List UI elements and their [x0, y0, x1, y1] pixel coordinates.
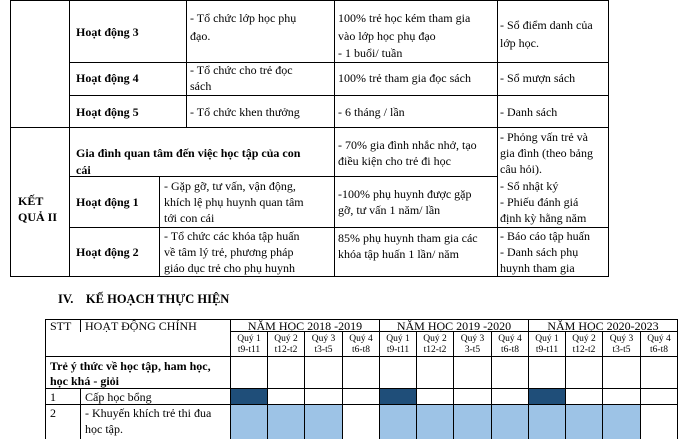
- result-label: KẾT: [18, 194, 44, 208]
- quarter-months: 3-t5: [464, 345, 481, 355]
- plan-cell-filled: [231, 389, 267, 405]
- quarter-months: t9-t11: [535, 345, 559, 355]
- plan-cell-filled: [268, 405, 304, 439]
- plan-cell-filled: [380, 405, 416, 439]
- activity-content: về tâm lý trẻ, phương pháp: [164, 245, 294, 259]
- activity-content: sách: [190, 79, 212, 93]
- result-label: QUẢ II: [18, 210, 58, 224]
- quarter-months: t12-t2: [274, 345, 298, 355]
- activity-content: - Tổ chức lớp học phụ: [190, 11, 297, 25]
- quarter-label: Quý 4: [349, 334, 373, 344]
- result-evidence: - Phỏng vấn trẻ và: [500, 130, 588, 144]
- row-stt: 2: [50, 406, 56, 420]
- column-header-stt: STT: [50, 319, 72, 333]
- plan-cell-filled: [417, 405, 453, 439]
- quarter-label: Quý 2: [572, 334, 596, 344]
- quarter-months: t3-t5: [612, 345, 631, 355]
- activity-target: gỡ, tư vấn 1 năm/ lần: [338, 203, 441, 217]
- activity-content: tới con cái: [164, 211, 215, 225]
- activity-name: Hoạt động 3: [76, 25, 139, 39]
- plan-cell-filled: [603, 405, 640, 439]
- activity-target: - 1 buổi/ tuần: [338, 46, 403, 60]
- group-title: học khá - giỏi: [50, 374, 120, 388]
- quarter-months: t6-t8: [650, 345, 668, 355]
- quarter-label: Quý 1: [237, 334, 261, 344]
- quarter-label: Quý 1: [386, 334, 410, 344]
- result-evidence: câu hỏi).: [500, 162, 542, 176]
- activity-content: khích lệ phụ huynh quan tâm: [164, 195, 304, 209]
- result-target: - 70% gia đình nhắc nhở, tạo: [338, 138, 477, 152]
- activity-name: Hoạt động 4: [76, 71, 139, 85]
- column-header-activity: HOẠT ĐỘNG CHÍNH: [85, 319, 197, 333]
- result-title: Gia đình quan tâm đến việc học tập của con: [76, 146, 301, 160]
- plan-cell-filled: [380, 389, 416, 405]
- quarter-label: Quý 3: [311, 334, 336, 344]
- activity-target: 100% trẻ tham gia đọc sách: [338, 71, 471, 85]
- year-header: NĂM HỌC 2019 -2020: [396, 319, 512, 333]
- activity-target: -100% phụ huynh được gặp: [338, 187, 472, 201]
- activity-evidence: - Sổ nhật ký: [500, 179, 559, 193]
- quarter-label: Quý 3: [609, 334, 634, 344]
- quarter-months: t9-t11: [386, 345, 410, 355]
- activity-target: 100% trẻ học kém tham gia: [338, 11, 471, 25]
- activity-name: Hoạt động 2: [76, 245, 139, 259]
- activity-content: đạo.: [190, 29, 211, 43]
- activity-target: khóa tập huấn 1 lần/ năm: [338, 247, 459, 261]
- activity-evidence: - Phiếu đánh giá: [500, 195, 579, 209]
- row-activity: Cấp học bổng: [85, 390, 152, 404]
- quarter-label: Quý 1: [535, 334, 559, 344]
- row-stt: 1: [50, 390, 56, 404]
- quarter-months: t9-t11: [237, 345, 261, 355]
- year-header: NĂM HỌC 2018 -2019: [247, 319, 363, 333]
- quarter-label: Quý 4: [647, 334, 671, 344]
- activity-target: 85% phụ huynh tham gia các: [338, 231, 478, 245]
- quarter-months: t6-t8: [501, 345, 519, 355]
- quarter-months: t6-t8: [352, 345, 370, 355]
- result-evidence: gia đình (theo bảng: [500, 146, 593, 160]
- plan-cell-filled: [529, 405, 565, 439]
- plan-cell-filled: [529, 389, 565, 405]
- activity-evidence: - Danh sách: [500, 105, 558, 119]
- row-activity: - Khuyến khích trẻ thi đua: [85, 406, 212, 420]
- activity-content: - Tổ chức các khóa tập huấn: [164, 229, 300, 243]
- quarter-label: Quý 2: [423, 334, 447, 344]
- group-title: Trẻ ý thức về học tập, ham học,: [50, 359, 211, 373]
- quarter-label: Quý 4: [498, 334, 522, 344]
- activity-evidence: - Danh sách phụ: [500, 245, 579, 259]
- activity-target: - 6 tháng / lần: [338, 105, 405, 119]
- activity-evidence: - Báo cáo tập huấn: [500, 229, 590, 243]
- activity-evidence: - Sổ mượn sách: [500, 71, 576, 85]
- activity-evidence: lớp học.: [500, 36, 540, 50]
- plan-cell-filled: [305, 405, 342, 439]
- result-target: điều kiện cho trẻ đi học: [338, 154, 451, 168]
- activity-evidence: định kỳ hằng năm: [500, 211, 587, 225]
- activity-content: - Gặp gỡ, tư vấn, vận động,: [164, 179, 296, 193]
- quarter-label: Quý 3: [460, 334, 485, 344]
- activity-name: Hoạt động 5: [76, 105, 139, 119]
- quarter-label: Quý 2: [274, 334, 298, 344]
- row-activity: học tập.: [85, 422, 123, 436]
- section-heading: IV. KẾ HOẠCH THỰC HIỆN: [58, 292, 230, 306]
- quarter-months: t12-t2: [423, 345, 447, 355]
- plan-cell-filled: [492, 405, 528, 439]
- quarter-months: t12-t2: [572, 345, 596, 355]
- activity-content: giáo dục trẻ cho phụ huynh: [164, 261, 295, 275]
- result-title: cái: [76, 163, 91, 177]
- activity-content: - Tổ chức cho trẻ đọc: [190, 63, 293, 77]
- plan-cell-filled: [454, 405, 491, 439]
- activity-content: - Tổ chức khen thưởng: [190, 105, 300, 119]
- quarter-months: t3-t5: [314, 345, 333, 355]
- plan-cell-filled: [231, 405, 267, 439]
- activity-evidence: huynh tham gia: [500, 261, 575, 275]
- year-header: NĂM HỌC 2020-2023: [547, 319, 659, 333]
- activity-evidence: - Sổ điểm danh của: [500, 18, 593, 32]
- activity-name: Hoạt động 1: [76, 195, 139, 209]
- plan-cell-filled: [566, 405, 602, 439]
- activity-target: vào lớp học phụ đạo: [338, 29, 436, 43]
